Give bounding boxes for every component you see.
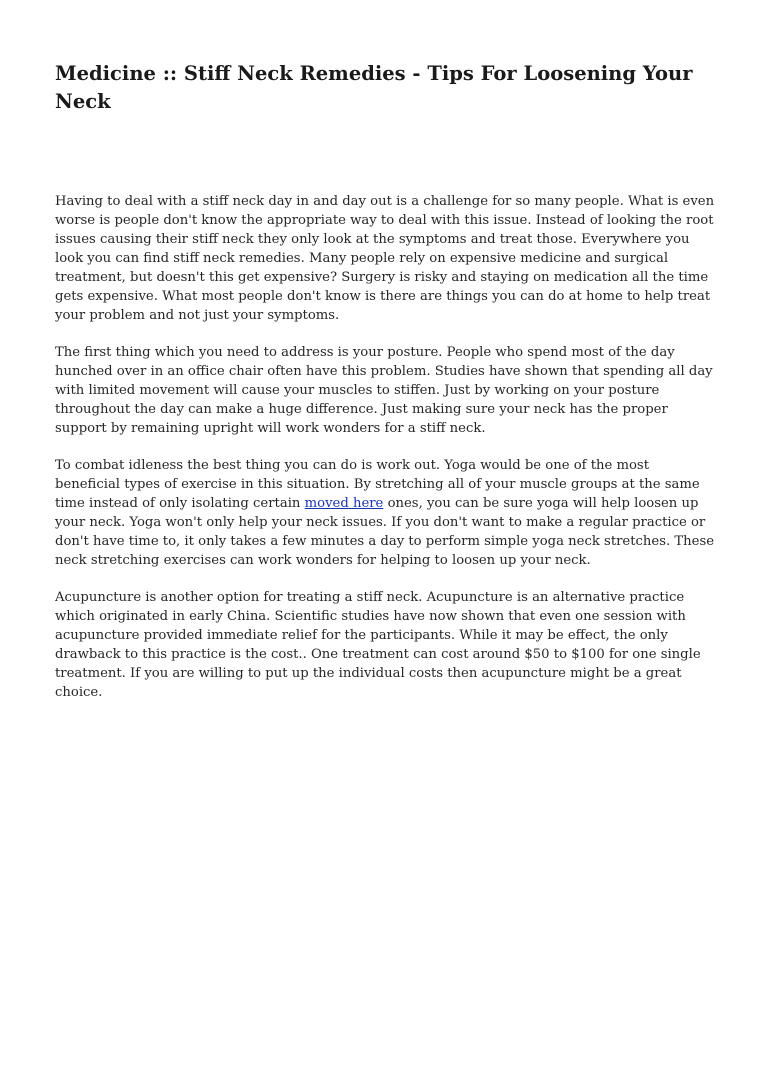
article-body — [55, 192, 715, 702]
page-title: Medicine :: Stiff Neck Remedies - Tips For Loosening Your Neck — [55, 62, 693, 113]
paragraph-3 — [55, 456, 715, 570]
paragraph-3-after-link: ones, you can be sure yoga will help loosen up your neck. Yoga won't only help your neck issues. If you don't want to make a regular practice or don't have time to, it only takes a few minutes a day to perform simple yoga neck stretches. These neck stretching exercises can work wonders for helping to loosen up your neck. — [55, 496, 715, 568]
document-page — [55, 60, 715, 720]
paragraph-1: Having to deal with a stiff neck day in and day out is a challenge for so many people. What is even worse is people don't know the appropriate way to deal with this issue. Instead of looking the root issues causing their stiff neck they only look at the symptoms and treat those. Everywhere you look you can find stiff neck remedies. Many people rely on expensive medicine and surgical treatment, but doesn't this get expensive? Surgery is risky and staying on medication all the time gets expensive. What most people don't know is there are things you can do at home to help treat your problem and not just your symptoms. — [55, 194, 715, 323]
moved-here-link[interactable]: moved here — [304, 496, 384, 511]
paragraph-3-before-link: To combat idleness the best thing you can do is work out. Yoga would be one of the most beneficial types of exercise in this situation. By stretching all of your muscle groups at the same time instead of only isolating certain — [55, 458, 700, 511]
paragraph-2: The first thing which you need to address is your posture. People who spend most of the day hunched over in an office chair often have this problem. Studies have shown that spending all day with limited movement will cause your muscles to stiffen. Just by working on your posture throughout the day can make a huge difference. Just making sure your neck has the proper support by remaining upright will work wonders for a stiff neck. — [55, 345, 713, 436]
paragraph-4: Acupuncture is another option for treating a stiff neck. Acupuncture is an alternative practice which originated in early China. Scientific studies have now shown that even one session with acupuncture provided immediate relief for the participants. While it may be effect, the only drawback to this practice is the cost.. One treatment can cost around $50 to $100 for one single treatment. If you are willing to put up the individual costs then acupuncture might be a great choice. — [55, 590, 701, 700]
